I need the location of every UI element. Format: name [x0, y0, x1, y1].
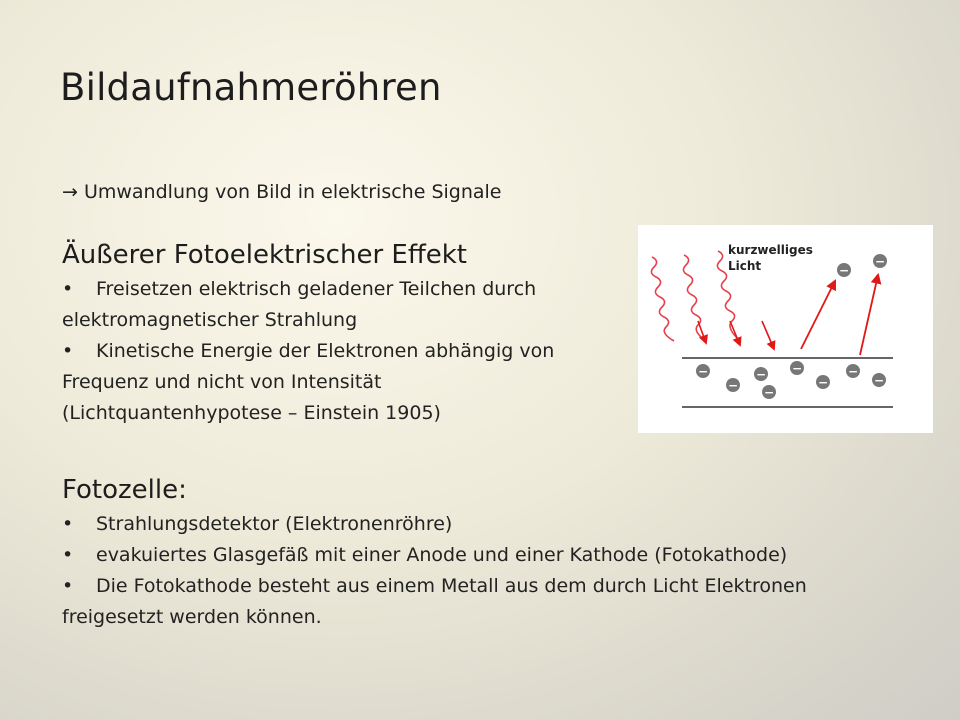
svg-text:−: −	[791, 361, 803, 376]
svg-text:−: −	[817, 375, 829, 390]
electron-icon	[873, 254, 887, 269]
electron-trajectory-icon	[801, 281, 835, 349]
bullet-dot: •	[62, 278, 74, 300]
bullet-paragraph	[62, 509, 807, 540]
section-photocell	[62, 475, 807, 633]
svg-text:−: −	[847, 364, 859, 379]
bullet-dot: •	[62, 513, 74, 535]
diagram-label-line1: kurzwelliges	[728, 243, 813, 257]
bullet-paragraph	[62, 540, 807, 571]
photoelectric-diagram	[638, 225, 933, 433]
bullet-dot: •	[62, 575, 74, 597]
svg-text:−: −	[755, 367, 767, 382]
diagram-svg	[638, 225, 933, 433]
electron-icon	[872, 373, 886, 388]
svg-text:−: −	[763, 385, 775, 400]
bullet-text: (Lichtquantenhypotese – Einstein 1905)	[62, 402, 441, 424]
light-arrow-icon	[698, 321, 706, 343]
svg-text:−: −	[697, 364, 709, 379]
section-photoelectric-effect	[62, 240, 554, 429]
electron-icon	[790, 361, 804, 376]
bullet-text: Freisetzen elektrisch geladener Teilchen durch	[96, 278, 537, 300]
electron-icon	[762, 385, 776, 400]
light-wave-icon	[683, 255, 706, 341]
svg-text:−: −	[874, 254, 886, 269]
section-heading: Fotozelle:	[62, 475, 187, 505]
electron-icon	[846, 364, 860, 379]
light-wave-icon	[651, 257, 674, 341]
bullet-text: Strahlungsdetektor (Elektronenröhre)	[96, 513, 453, 535]
electron-icon	[696, 364, 710, 379]
electron-trajectory-icon	[860, 275, 878, 355]
electron-icon	[837, 263, 851, 278]
bullet-text: Die Fotokathode besteht aus einem Metall aus dem durch Licht Elektronen	[96, 575, 807, 597]
svg-text:−: −	[873, 373, 885, 388]
bullet-paragraph	[62, 274, 554, 336]
bullet-text: evakuiertes Glasgefäß mit einer Anode und einer Kathode (Fotokathode)	[96, 544, 788, 566]
bullet-dot: •	[62, 340, 74, 362]
subtitle: → Umwandlung von Bild in elektrische Signale	[62, 181, 502, 203]
bullet-text: Kinetische Energie der Elektronen abhängig von	[96, 340, 555, 362]
light-arrow-icon	[730, 321, 740, 345]
bullet-text: Frequenz und nicht von Intensität	[62, 371, 382, 393]
bullet-text: elektromagnetischer Strahlung	[62, 309, 358, 331]
electron-icon	[754, 367, 768, 382]
svg-text:−: −	[838, 263, 850, 278]
bullet-paragraph	[62, 336, 554, 429]
electron-icon	[726, 378, 740, 393]
bullet-dot: •	[62, 544, 74, 566]
bullet-text: freigesetzt werden können.	[62, 606, 322, 628]
bullet-paragraph	[62, 571, 807, 633]
section-heading: Äußerer Fotoelektrischer Effekt	[62, 240, 467, 270]
slide-title: Bildaufnahmeröhren	[60, 66, 442, 109]
electron-icon	[816, 375, 830, 390]
svg-text:−: −	[727, 378, 739, 393]
light-arrow-icon	[762, 321, 774, 349]
diagram-label-line2: Licht	[728, 259, 762, 273]
